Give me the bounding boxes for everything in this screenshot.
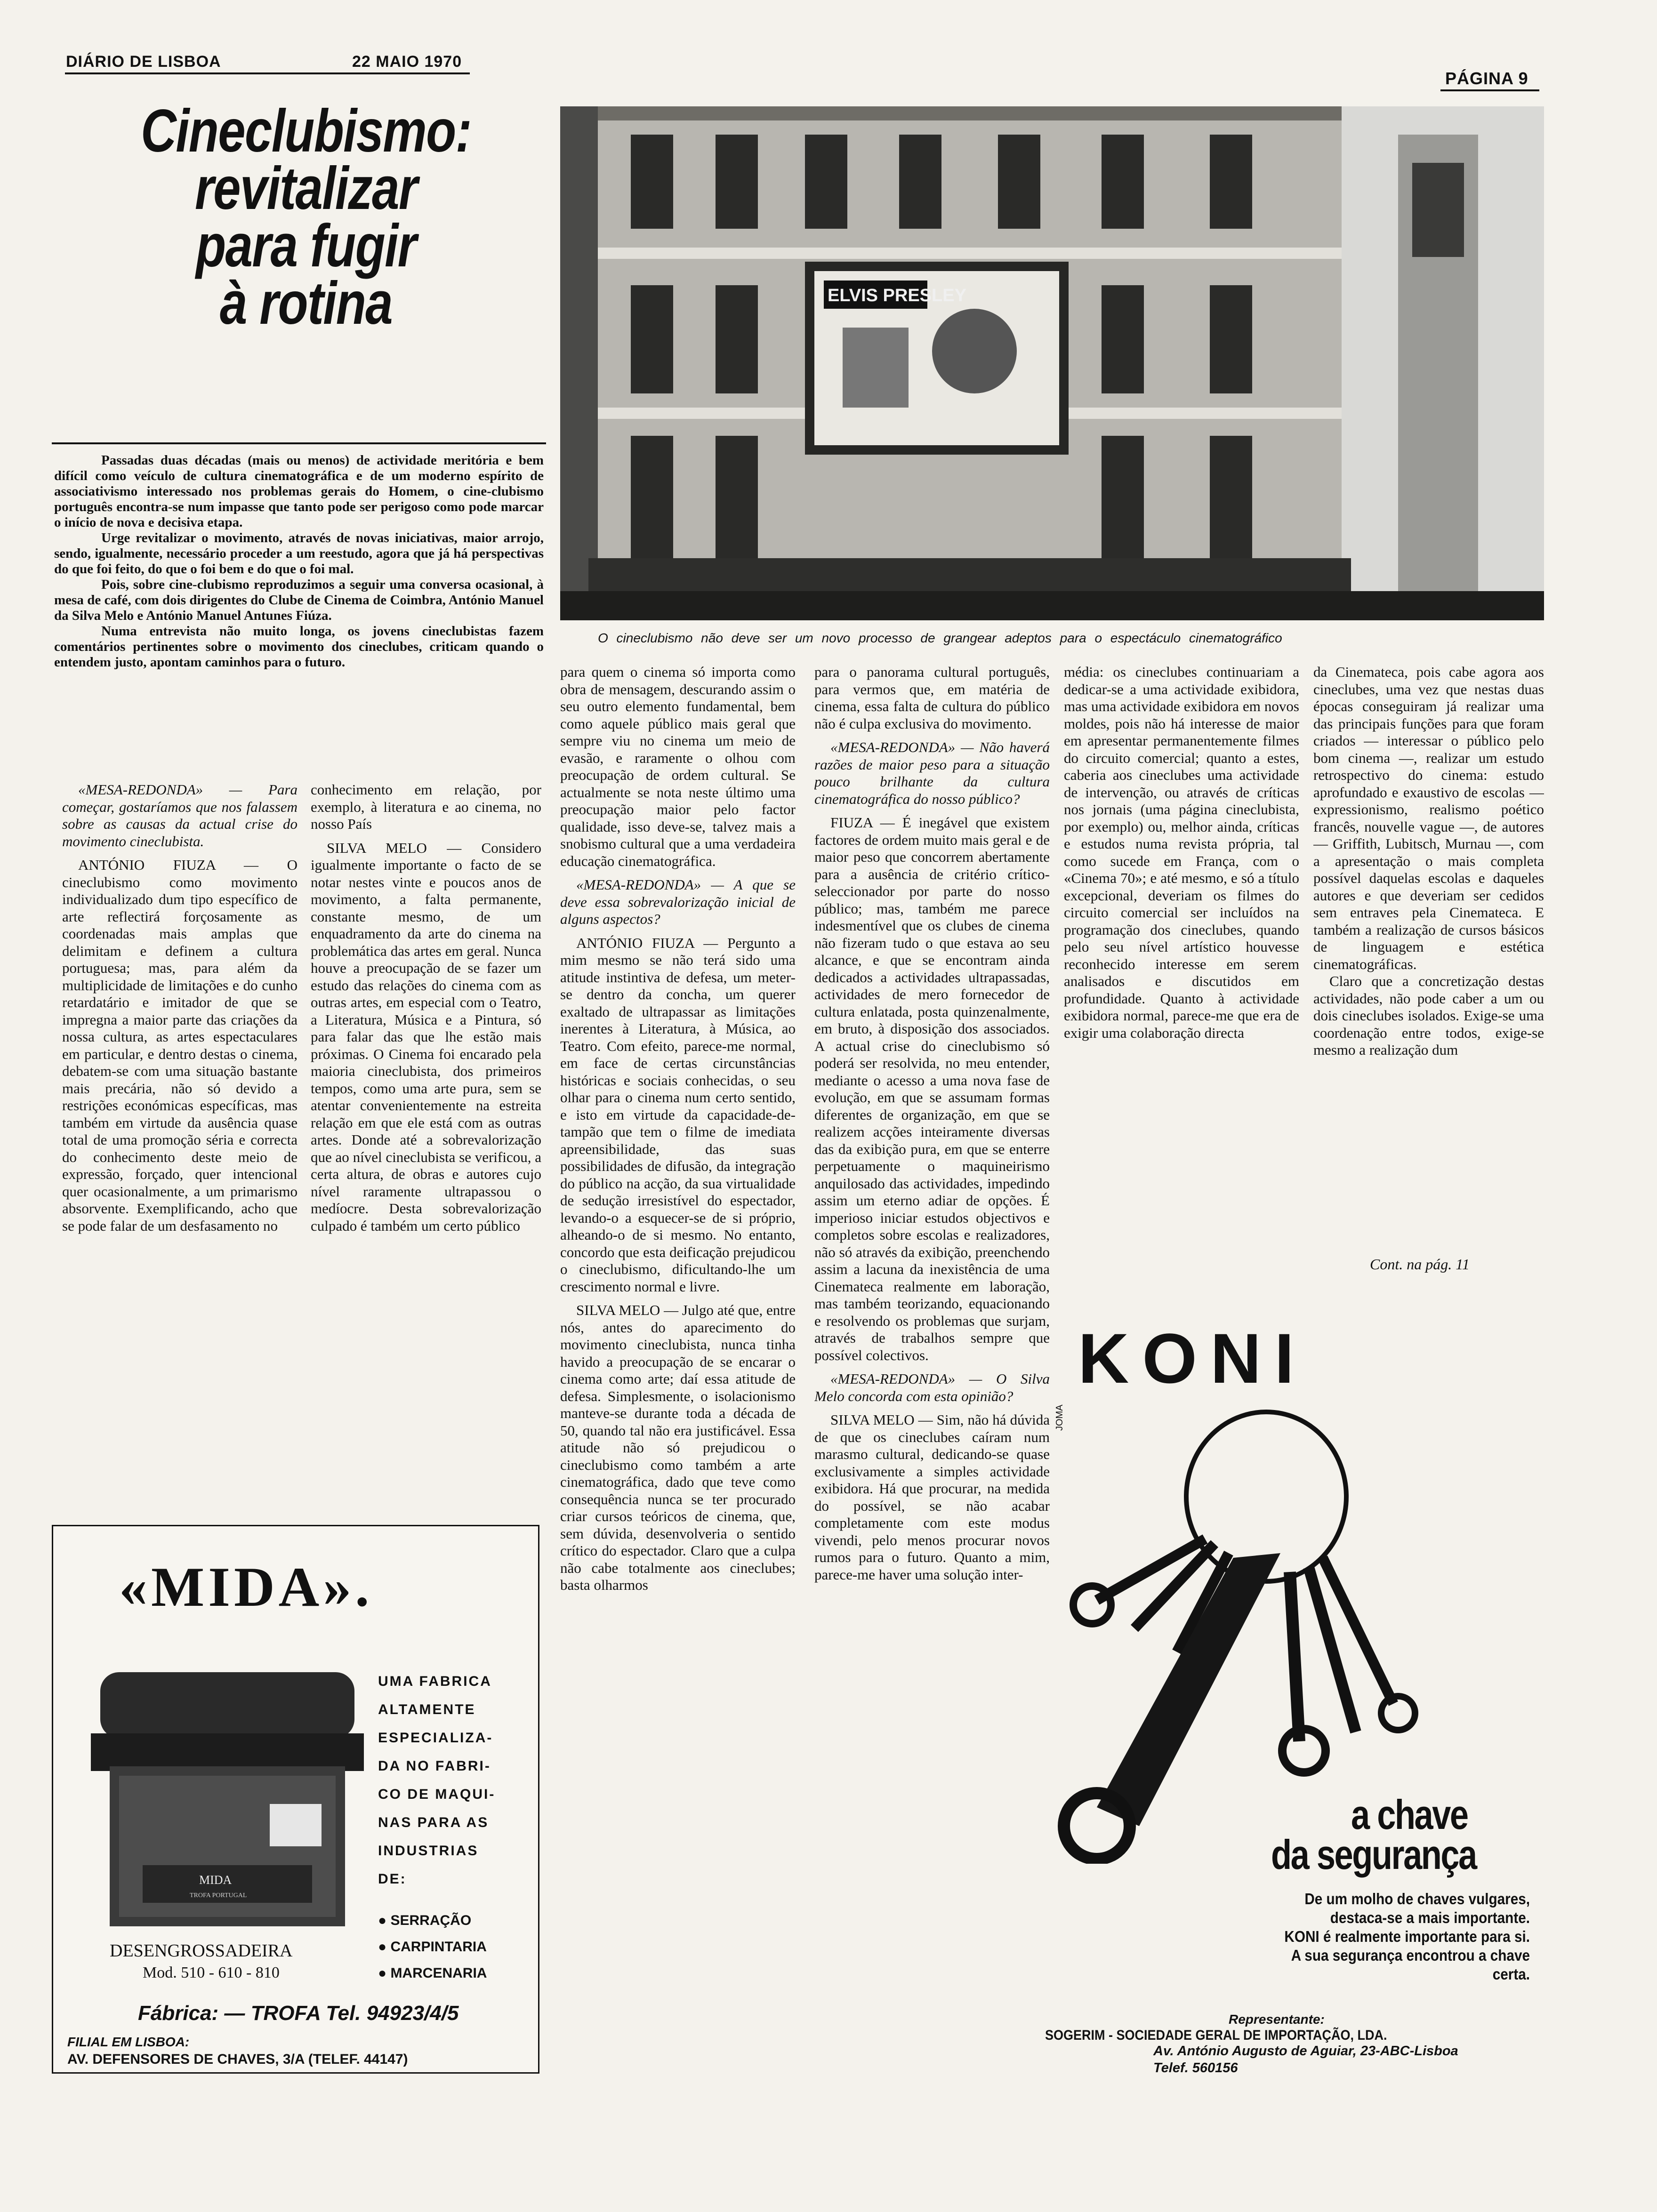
- interview-answer: FIUZA — É inegável que existem factores de ordem muito mais geral e de maior peso que concorrem abertamente para a ausência de critério crítico-seleccionador por parte do nosso público; mas, também me parece indesmentível que os clubes de cinema não fizeram tudo o que estava ao seu alcance, e que se encontram ainda dedicados a actividades ultrapassadas, actividades de mero fornecedor de cultura enlatada, posta quinzenalmente, em bruto, à disposição dos associados. A actual crise do cineclubismo só poderá ser resolvida, no meu entender, mediante o acesso a uma nova fase de evolução, em que se assumam formas diferentes de organização, em que se realizem acções inteiramente diversas das da exibição pura, em que se enterre perpetuamente o maquineirismo anquilosado das actividades, impedindo assim um eterno adiar de opções. É imperioso iniciar estudos objectivos e completos sobre escolas e realizadores, não só através da exibição, preenchendo assim a lacuna da inexistência de uma Cinemateca realmente em laboração, mas também teorizando, equacionando e resolvendo os problemas que surjam, através de trabalhos sempre que possível colectivos.: [814, 814, 1050, 1363]
- mida-models: Mod. 510 - 610 - 810: [143, 1964, 280, 1981]
- koni-slogan-line-1: a chave: [1351, 1791, 1468, 1838]
- article-column-5: [1064, 664, 1299, 1275]
- tagline-line: ESPECIALIZA-: [378, 1730, 493, 1746]
- koni-brand: KONI: [1078, 1319, 1307, 1398]
- lead-paragraph: Numa entrevista não muito longa, os jovens cineclubistas fazem comentários pertinentes sobre o movimento dos cineclubes, criticam quando o entendem justo, apontam caminhos para o futuro.: [54, 624, 544, 670]
- industry-item: MARCENARIA: [390, 1965, 487, 1981]
- interview-answer: SILVA MELO — Sim, não há dúvida de que os cineclubes caíram num marasmo cultural, dedicando-se quase exclusivamente a simples actividade exibidora. Há que procurar, na medida do possível, se não acabar completamente com este modus vivendi, pelo menos procurar novos rumos para o futuro. Quanto a mim, parece-me haver uma solução inter-: [814, 1411, 1050, 1583]
- article-column-2: [311, 781, 541, 1492]
- masthead-rule: [65, 72, 470, 74]
- interview-answer: SILVA MELO — Considero igualmente importante o facto de se notar nestes vinte e poucos anos de movimento, a falta permanente, constante mesmo, de um enquadramento da arte do cinema na problemática das artes em geral. Nunca houve a preocupação de se fazer um estudo das relações do cinema com as outras artes, em especial com o Teatro, a Literatura, Música e a Pintura, só para falar das que lhe estão mais próximas. O Cinema foi encarado pela maioria cineclubista, dos primeiros tempos, como uma arte pura, sem se atentar convenientemente na estreita relação em que ele está com as outras artes. Donde até a sobrevalorização que ao nível cineclubista se verificou, a certa altura, de obras e autores cujo nível raramente ultrapassou o medíocre. Desta sobrevalorização culpado é também um certo público: [311, 839, 541, 1234]
- tagline-line: ALTAMENTE: [378, 1702, 476, 1717]
- interview-answer: ANTÓNIO FIUZA — O cineclubismo como movimento individualizado dum tipo específico de arte reflectirá forçosamente as coordenadas mais amplas que delimitam e definem a cultura portuguesa; mas, para além da multiplicidade de limitações e do cunho retardatário e imitador de que se impregna a maior parte das criações da nossa cultura, as artes espectaculares em particular, e dentro destas o cinema, debatem-se com uma situação bastante mais precária, não só devido a restrições económicas específicas, mas também em virtude da ausência quase total de uma promoção séria e correcta do conhecimento deste meio de expressão, forçado, quer intencional quer ocasionalmente, a um primarismo absorvente. Exemplificando, acho que se pode falar de um desfasamento no: [62, 857, 298, 1234]
- koni-body-line: destaca-se a mais importante.: [1330, 1909, 1530, 1926]
- mida-branch-label: FILIAL EM LISBOA:: [67, 2035, 190, 2049]
- mida-product: DESENGROSSADEIRA: [110, 1941, 293, 1961]
- interview-answer-continued: da Cinemateca, pois cabe agora aos cineclubes, uma vez que nestas duas épocas conseguiram já realizar uma das principais funções para que foram criados — interessar o público pelo bom cinema —, realizar um estudo retrospectivo do cinema: estudo aprofundado e exaustivo de escolas — expressionismo, realismo poético francês, nouvelle vague —, de autores — Griffith, Lubitsch, Murnau —, com a apresentação o mais completa possível daquelas escolas e daqueles autores e que deveriam ser cedidos sem entraves pela Cinemateca. E também a realização de cursos básicos de linguagem e estética cinematográficas.: [1313, 664, 1544, 972]
- mida-industries: [378, 1907, 487, 1987]
- lead-paragraph: Urge revitalizar o movimento, através de novas iniciativas, maior arrojo, sendo, igualmente, necessário proceder a um reestudo, agora que já há perspectivas do que foi feito, do que o foi bem e do que o foi mal.: [54, 530, 544, 577]
- koni-representative-name: SOGERIM - SOCIEDADE GERAL DE IMPORTAÇÃO, LDA.: [1045, 2028, 1387, 2043]
- interview-question: «MESA-REDONDA» — O Silva Melo concorda com esta opinião?: [814, 1370, 1050, 1404]
- article-column-3: [560, 664, 796, 2094]
- interview-answer-continued: média: os cineclubes continuariam a dedicar-se a uma actividade exibidora, mas uma actividade exibidora em novos moldes, pois não há interesse de maior em apresentar permanentemente filmes do circuito comercial; quanto a estes, caberia aos cineclubes uma actividade de intervenção, ou através de críticas nos jornais (uma página cineclubista, por exemplo) ou, melhor ainda, críticas e estudos numa revista própria, tal como sucede em França, com o «Cinema 70»; e até mesmo, e só a título excepcional, deveriam os filmes do circuito comercial ser incluídos na programação dos cineclubes, quando pelo seu nível artístico houvesse reconhecido interesse em serem analisados e discutidos em profundidade. Quanto à actividade exibidora normal, parece-me que era de exigir uma colaboração directa: [1064, 664, 1299, 1041]
- koni-body: [1255, 1890, 1530, 1984]
- bullet-icon: ●: [378, 1913, 391, 1928]
- interview-answer: Claro que a concretização destas actividades, não pode caber a um ou dois cineclubes isolados. Exige-se uma coordenação entre todos, exige-se mesmo a realização dum: [1313, 973, 1544, 1058]
- newspaper-name: DIÁRIO DE LISBOA: [66, 53, 221, 71]
- headline-line-3: para fugir: [196, 212, 416, 280]
- mida-branch-address: AV. DEFENSORES DE CHAVES, 3/A (TELEF. 44147): [67, 2052, 408, 2067]
- article-column-4: [814, 664, 1050, 2094]
- page-number-rule: [1440, 89, 1539, 91]
- industry-item: SERRAÇÃO: [390, 1913, 472, 1928]
- koni-body-line: A sua segurança encontrou a chave certa.: [1291, 1947, 1530, 1983]
- tagline-line: DA NO FABRI-: [378, 1758, 491, 1774]
- mida-brand: «MIDA».: [119, 1555, 373, 1618]
- lead-paragraph: Passadas duas décadas (mais ou menos) de actividade meritória e bem difícil como veículo de cultura cinematográfica e de um moderno espírito de associativismo interessado nos problemas gerais do Homem, o cine-clubismo português encontra-se num impasse que tanto pode ser perigoso como pode marcar o início de nova e decisiva etapa.: [54, 453, 544, 530]
- interview-answer-continued: conhecimento em relação, por exemplo, à literatura e ao cinema, no nosso País: [311, 781, 541, 832]
- issue-date: 22 MAIO 1970: [352, 53, 462, 71]
- machine-label: MIDA: [199, 1873, 232, 1887]
- interview-question: «MESA-REDONDA» — Não haverá razões de maior peso para a situação pouco brilhante da cultura cinematográfica do nosso público?: [814, 739, 1050, 807]
- continued-note: Cont. na pág. 11: [1370, 1256, 1470, 1273]
- building-illustration: [560, 106, 1544, 620]
- koni-body-line: De um molho de chaves vulgares,: [1304, 1890, 1530, 1907]
- koni-representative-address: Av. António Augusto de Aguiar, 23-ABC-Lisboa: [1153, 2044, 1458, 2059]
- billboard-sign: ELVIS PRESLEY: [828, 286, 966, 305]
- cinema-facade-photo: [560, 106, 1544, 620]
- page-number: PÁGINA 9: [1445, 69, 1528, 88]
- industry-item: CARPINTARIA: [390, 1939, 487, 1955]
- mida-advertisement: [52, 1525, 539, 2074]
- interview-answer-continued: para o panorama cultural português, para vermos que, em matéria de cinema, essa falta de cultura do público não é culpa exclusiva do movimento.: [814, 664, 1050, 732]
- tagline-line: UMA FABRICA: [378, 1674, 492, 1689]
- key-ring-illustration: [1026, 1403, 1549, 1864]
- interview-answer: ANTÓNIO FIUZA — Pergunto a mim mesmo se não terá sido uma atitude instintiva de defesa, um meter-se dentro da concha, um querer exaltado de ultrapassar as limitações inerentes à Literatura, à Música, ao Teatro. Com efeito, parece-me normal, em face de certas circunstâncias históricas e sociais conhecidas, o seu olhar para o cinema num certo sentido, e isto em virtude da capacidade-de-tampão que tem o filme de imediata apreensibilidade, das suas possibilidades de difusão, da integração do público na acção, da sua virtualidade de sedução irresistível do espectador, levando-o a esquecer-se de si próprio, alheando-o de si mesmo. No entanto, concordo que esta deificação prejudicou o cineclubismo, dificultando-lhe um crescimento normal e livre.: [560, 934, 796, 1295]
- bullet-icon: ●: [378, 1939, 391, 1955]
- interview-answer-continued: para quem o cinema só importa como obra de mensagem, descurando assim o seu outro elemento fundamental, bem como aquele público mais geral que sempre viu no cinema um meio de evasão, e raramente o olhou com preocupação de ordem cultural. Se actualmente se nota neste último uma preocupação maior pelo factor qualidade, isso deve-se, talvez mais a snobismo cultural que a uma verdadeira educação cinematográfica.: [560, 664, 796, 869]
- headline-line-1: Cineclubismo:: [141, 97, 471, 165]
- tagline-line: INDUSTRIAS: [378, 1843, 479, 1859]
- koni-body-line: KONI é realmente importante para si.: [1284, 1928, 1530, 1945]
- headline-line-2: revitalizar: [194, 155, 418, 222]
- koni-representative-label: Representante:: [1229, 2012, 1325, 2027]
- interview-question: «MESA-REDONDA» — Para começar, gostaríamos que nos falassem sobre as causas da actual crise do movimento cineclubista.: [62, 781, 298, 850]
- machine-sublabel: TROFA PORTUGAL: [190, 1892, 247, 1899]
- article-column-6: [1313, 664, 1544, 1252]
- headline-rule: [52, 442, 546, 444]
- headline-line-4: à rotina: [220, 270, 392, 337]
- headline: [71, 97, 541, 337]
- lead-paragraph: Pois, sobre cine-clubismo reproduzimos a seguir uma conversa ocasional, à mesa de café, com dois dirigentes do Clube de Cinema de Coimbra, António Manuel da Silva Melo e António Manuel Antunes Fiúza.: [54, 577, 544, 623]
- mida-factory: Fábrica: — TROFA Tel. 94923/4/5: [138, 2002, 459, 2025]
- mida-tagline: [378, 1667, 529, 1893]
- tagline-line: CO DE MAQUI-: [378, 1787, 496, 1802]
- article-column-1: [62, 781, 298, 1492]
- bullet-icon: ●: [378, 1965, 391, 1981]
- koni-representative-phone: Telef. 560156: [1153, 2060, 1238, 2076]
- article-lead: [54, 453, 544, 773]
- planer-machine-illustration: [81, 1653, 373, 1936]
- tagline-line: NAS PARA AS: [378, 1815, 489, 1830]
- photo-caption: O cineclubismo não deve ser um novo processo de grangear adeptos para o espectáculo cinematográfico: [598, 631, 1282, 645]
- interview-answer: SILVA MELO — Julgo até que, entre nós, antes do aparecimento do movimento cineclubista, nunca tinha havido a preocupação de se encarar o cinema como arte; daí essa atitude de defesa. Simplesmente, o isolacionismo manteve-se durante toda a década de 50, quando tal não era justificável. Essa atitude não só prejudicou o cineclubismo como também a arte cinematográfica, dado que teve como consequência nunca se ter procurado criar cursos teóricos de cinema, que, sem dúvida, desenvolveria o sentido crítico do espectador. Claro que a culpa não cabe totalmente aos cineclubes; basta olharmos: [560, 1302, 796, 1593]
- ad-credit: JOMA: [1054, 1404, 1065, 1431]
- tagline-line: DE:: [378, 1871, 407, 1887]
- koni-advertisement: [1026, 1285, 1549, 2085]
- interview-question: «MESA-REDONDA» — A que se deve essa sobrevalorização inicial de alguns aspectos?: [560, 876, 796, 927]
- koni-slogan-line-2: da segurança: [1271, 1831, 1476, 1878]
